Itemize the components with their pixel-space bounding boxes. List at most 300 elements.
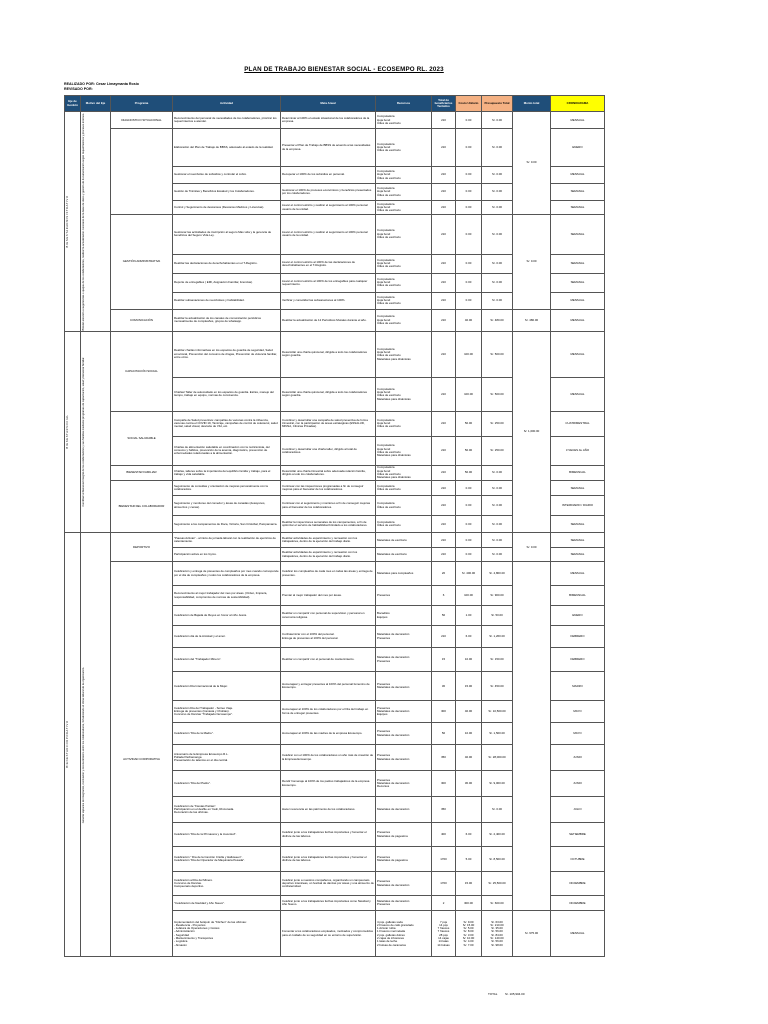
eje-cell — [65, 331, 81, 532]
beneficiarios-cell: 15 — [432, 648, 456, 672]
actividad-cell: Reconocimiento al mejor trabajador del mes por áreas. (Orden, limpieza, responsabilidad, compromiso de normas de sostenibilidad). — [173, 586, 281, 606]
work-plan-table — [64, 95, 605, 957]
motivo-cell — [81, 533, 111, 957]
col-programa: Programa — [111, 96, 173, 112]
cronograma-cell: SEMANAL — [551, 533, 605, 548]
recursos-cell: Presentes Materiales de decoración — [376, 672, 432, 701]
costo-unitario-cell: 5.00 — [456, 847, 482, 872]
cronograma-cell: SEMANAL — [551, 548, 605, 562]
costo-unitario-cell — [456, 797, 482, 823]
presupuesto-cell: S/. 1,500.00 — [482, 723, 513, 745]
cronograma-cell: MAYO — [551, 723, 605, 745]
costo-unitario-cell: 100.00 — [456, 586, 482, 606]
beneficiarios-cell: 210 — [432, 201, 456, 215]
meta-cell: Desarrollar una charla trimestral sobre adecuada relación familia, dirigido a todo los colaboradores. — [281, 465, 376, 480]
recursos-cell: Materiales de decoración — [376, 797, 432, 823]
meta-cell: Realizar la actualización de 12 Periódicos Murales durante el año. — [281, 309, 376, 331]
beneficiarios-cell: 210 — [432, 626, 456, 648]
costo-unitario-cell: 10.00 — [456, 723, 482, 745]
meta-cell: Celebrar junto a nuestros compañeros, organizando un campeonato deportivo interáreas, un festival de danzas por áreas y una almuerzo de confraternidad. — [281, 872, 376, 896]
actividad-cell: Seguimiento y monitoreo del comedor y áreas de canadas (desayunos, almuerzos y cenas). — [173, 496, 281, 516]
col-presupuesto: Presupuesto Total — [482, 96, 513, 112]
table-row — [65, 331, 605, 377]
costo-unitario-cell: 50.00 — [456, 411, 482, 436]
meta-cell: Hacer reverencia en las patrimonio de los colaboradores. — [281, 797, 376, 823]
recursos-cell: Computadora Útiles de escritorio — [376, 516, 432, 533]
eje-label: B I E N E S T A R C O R P O R A T I V O — [66, 721, 69, 769]
cronograma-cell: SEMANAL — [551, 481, 605, 496]
presupuesto-cell: S/. 0.00 — [482, 465, 513, 480]
meta-cell: Fomentar a los colaboradores empleados, motivados y comprometidos para el cuidado de su seguridad en su entorno de supervisión. — [281, 911, 376, 957]
cronograma-cell: BIMENSUAL — [551, 465, 605, 480]
costo-unitario-cell: 0.00 — [456, 215, 482, 255]
cronograma-cell: SEMANAL — [551, 184, 605, 201]
presupuesto-cell: S/. 0.00 — [482, 201, 513, 215]
col-actividad: Actividad — [173, 96, 281, 112]
costo-unitario-cell: 10.00 — [456, 648, 482, 672]
recursos-cell: Materiales de decoración Presentes — [376, 648, 432, 672]
programa-cell: CAPACITACIÓN SOCIAL — [111, 331, 173, 411]
programa-cell — [111, 129, 173, 215]
costo-unitario-cell: 100.00 — [456, 377, 482, 411]
meta-cell: Homenajear al 100% de los colaboradores por el Día del trabajo en forma de entregar presentes. — [281, 701, 376, 723]
beneficiarios-cell: 1700 — [432, 847, 456, 872]
beneficiarios-cell: 350 — [432, 745, 456, 771]
recursos-cell: Computadora Hoja bond Útiles de escritorio Materiales para dinámicas — [376, 331, 432, 377]
recursos-cell: Computadora Hoja bond Útiles de escritorio Materiales para dinámicas — [376, 436, 432, 465]
costo-unitario-cell: 0.00 — [456, 548, 482, 562]
cronograma-cell: MENSUAL — [551, 309, 605, 331]
table-row — [65, 215, 605, 255]
costo-unitario-cell: 0.00 — [456, 496, 482, 516]
beneficiarios-cell: 1700 — [432, 872, 456, 896]
col-cronograma: CRONOGRAMA — [551, 96, 605, 112]
beneficiarios-cell: 210 — [432, 516, 456, 533]
costo-unitario-cell: 6.00 — [456, 626, 482, 648]
presupuesto-cell: S/. 0.00 — [482, 167, 513, 184]
recursos-cell: Presentes Materiales de pagesima — [376, 823, 432, 847]
programa-cell: DEPORTIVO — [111, 533, 173, 562]
beneficiarios-cell: 210 — [432, 481, 456, 496]
presupuesto-cell: S/. 28,000.00 — [482, 745, 513, 771]
costo-unitario-cell: 40.00 — [456, 745, 482, 771]
actividad-cell: Celebración de Bajada de Reyes en honor al niño Jesús. — [173, 606, 281, 626]
motivo-text: Brindar atención a sugerencias o quejas de los colaboradores, realizar la actualización constante de la base de datos y gestión de documentación según requerimientos y procesos internos. — [82, 112, 85, 331]
recursos-cell: Computadora Útiles de escritorio — [376, 496, 432, 516]
presupuesto-cell: S/. 500.00 — [482, 331, 513, 377]
beneficiarios-cell: 210 — [432, 129, 456, 167]
costo-unitario-cell: 40.00 — [456, 309, 482, 331]
table-row — [65, 533, 605, 548]
beneficiarios-cell: 400 — [432, 823, 456, 847]
costo-unitario-cell: 0.00 — [456, 254, 482, 273]
cronograma-cell: FEBRERO — [551, 626, 605, 648]
meta-cell: Celebrar junto a los trabajadores fechas importantes como Navidad y Año Nuevo. — [281, 896, 376, 911]
beneficiarios-cell: 210 — [432, 112, 456, 129]
presupuesto-cell: S/. 2,400.00 — [482, 823, 513, 847]
beneficiarios-cell: 2 — [432, 896, 456, 911]
presupuesto-cell: S/. 0.00 — [482, 516, 513, 533]
cronograma-cell: JUNIO — [551, 771, 605, 797]
presupuesto-cell: S/. 0.00 — [482, 112, 513, 129]
recursos-cell: Computadora Hoja bond Útiles de escritorio — [376, 215, 432, 255]
monto-total-cell: S/. 0.00 — [513, 215, 551, 310]
presupuesto-cell: S/. 0.00 — [482, 797, 513, 823]
meta-cell: Realizar actividades de esparcimiento y recreación con los trabajadores, dentro de la ejecución del trabajo diario. — [281, 548, 376, 562]
recursos-cell: Presentes Materiales de pagesima — [376, 847, 432, 872]
monto-total-cell: S/. 0.00 — [513, 533, 551, 562]
monto-total-cell: S/. 975.00 — [513, 911, 551, 957]
beneficiarios-cell: 210 — [432, 309, 456, 331]
cronograma-cell: CUATRIMESTRAL — [551, 411, 605, 436]
presupuesto-cell: S/. 0.00 — [482, 496, 513, 516]
motivo-text: Contribuir al bienestar integral de los colaboradores y sus familias mediante programas de capacitación, salud y bienestar familiar. — [82, 357, 85, 507]
recursos-cell: Presentes Materiales de decoración — [376, 745, 432, 771]
cronograma-cell: ENERO — [551, 606, 605, 626]
beneficiarios-cell: 210 — [432, 184, 456, 201]
actividad-cell: Celebración "Día de la Madre". — [173, 723, 281, 745]
eje-cell — [65, 533, 81, 957]
meta-cell: Verificar y consolidar las subsanaciones al 100%. — [281, 292, 376, 309]
beneficiarios-cell: 210 — [432, 548, 456, 562]
cronograma-cell: MENSUAL — [551, 112, 605, 129]
realizado-por: REALIZADO POR: Cesar Limaymanta Rosio — [64, 82, 139, 86]
actividad-cell: Realizar la actualización de los canales de comunicación periódicos mensualmente de cumpleaños, grupos de whatsapp. — [173, 309, 281, 331]
meta-cell: Recuperar el 100% de los subsidios en personal. — [281, 167, 376, 184]
actividad-cell: Celebración "Día de la Primavera y la Juventud". — [173, 823, 281, 847]
meta-cell: Homenajear al 100% de las madres de la empresa Ecosempo. — [281, 723, 376, 745]
presupuesto-cell: S/. 900.00 — [482, 586, 513, 606]
cronograma-cell: MENSUAL — [551, 331, 605, 377]
meta-cell: Celebrar junto a los trabajadores fechas importantes y fomentar el disfrute de las labores. — [281, 847, 376, 872]
costo-unitario-cell: 40.00 — [456, 701, 482, 723]
recursos-cell: Materiales de decoración Presentes — [376, 626, 432, 648]
cronograma-cell: FEBRERO — [551, 648, 605, 672]
actividad-cell: Celebración y entrega de presentes de cumpleaños por mes cuando corresponde por el día de cumpleaños y todos los colaboradores de la empresa. — [173, 562, 281, 586]
meta-cell: Llevar el control estricto al 100% de las declaraciones de derechohabientes en el T-Registro. — [281, 254, 376, 273]
actividad-cell: Charlas, talleres sobre la importancia del equilibrio familia y trabajo, para el trabajo y vida saludable. — [173, 465, 281, 480]
recursos-cell: Computadora Hoja bond Útiles de escritorio — [376, 411, 432, 436]
motivo-cell — [81, 331, 111, 532]
recursos-cell: Bocaditos Equipos — [376, 606, 432, 626]
presupuesto-cell: S/. 4,800.00 — [482, 562, 513, 586]
actividad-cell: "Pausas Activas" - al inicio de jornada laboral con la realización de ejercicios de calentamiento. — [173, 533, 281, 548]
recursos-cell: Presentes — [376, 586, 432, 606]
cronograma-cell: JULIO — [551, 797, 605, 823]
programa-cell: ACTIVIDAD CORPORATIVA — [111, 562, 173, 957]
cronograma-cell: OCTUBRE — [551, 847, 605, 872]
col-motivo: Motivo del Eje — [81, 96, 111, 112]
beneficiarios-cell: 50 — [432, 606, 456, 626]
meta-cell: Rendir homenaje al 100% de los padres trabajadores de la empresa Ecosempo. — [281, 771, 376, 797]
recursos-cell: Computadora Hoja bond Útiles de escritorio — [376, 309, 432, 331]
cronograma-cell: BIMENSUAL — [551, 586, 605, 606]
beneficiarios-cell: 210 — [432, 436, 456, 465]
costo-unitario-cell: 15.00 — [456, 872, 482, 896]
recursos-cell: Computadora Hoja bond Útiles de escritorio — [376, 292, 432, 309]
actividad-cell: Realizar las declaraciones de derechohabientes en el T-Registro. — [173, 254, 281, 273]
col-beneficiarios: Total de beneficiarios Tentativo — [432, 96, 456, 112]
table-row — [65, 309, 605, 331]
beneficiarios-cell: 20 — [432, 562, 456, 586]
col-meta: Meta Anual — [281, 96, 376, 112]
beneficiarios-cell: 210 — [432, 411, 456, 436]
costo-unitario-cell: 0.00 — [456, 533, 482, 548]
costo-unitario-cell: 50.00 — [456, 436, 482, 465]
programa-cell: BIENESTAR FAMILIAR — [111, 465, 173, 480]
actividad-cell: Participación activa en los Gyms. — [173, 548, 281, 562]
presupuesto-cell: S/. 0.00 — [482, 129, 513, 167]
beneficiarios-cell: 7 pqs 14 pqs 7 frascos 7 frascos 28 pqs 14 cajas 14 latas 14 bolsas — [432, 911, 456, 957]
monto-total-cell: S/. 480.00 — [513, 309, 551, 331]
cronograma-cell: DICIEMBRE — [551, 896, 605, 911]
presupuesto-cell: S/. 450.00 — [482, 672, 513, 701]
meta-cell: Gestionar el 100% de procesos económicos y beneficios presentados por los colaboradores. — [281, 184, 376, 201]
recursos-cell: Computadora Útiles de escritorio — [376, 481, 432, 496]
meta-cell: Desarrollar una charla quincenal, dirigida a todo los colaboradores según guardia. — [281, 377, 376, 411]
actividad-cell: Celebración " Día de la Canción Criolla y Halloween". Celebración "Día del Operador de Maquinaria Pesada". — [173, 847, 281, 872]
costo-unitario-cell: 0.00 — [456, 112, 482, 129]
meta-cell: Presentar el Plan de Trabajo de BBSS de acuerdo a las necesidades de la empresa. — [281, 129, 376, 167]
monto-total-cell — [513, 562, 551, 911]
total-label: TOTAL — [488, 992, 498, 996]
beneficiarios-cell: 210 — [432, 496, 456, 516]
presupuesto-cell: S/. 480.00 — [482, 309, 513, 331]
actividad-cell: Reconocimiento del personal de necesidades de los colaboradores, priorizar los requerimientos a atender. — [173, 112, 281, 129]
table-row — [65, 562, 605, 586]
cronograma-cell: MENSUAL — [551, 562, 605, 586]
recursos-cell: Materiales para cumpleaños — [376, 562, 432, 586]
presupuesto-cell: S/. 500.00 — [482, 377, 513, 411]
presupuesto-cell: S/. 50.00 — [482, 606, 513, 626]
actividad-cell: Celebración del "Trabajador Minero". — [173, 648, 281, 672]
actividad-cell: Aniversario de la Empresa Ecosempo R.L. Pollada Pachamanga Presentación de talentos en el día central. — [173, 745, 281, 771]
presupuesto-cell: S/. 600.00 — [482, 896, 513, 911]
costo-unitario-cell: 0.00 — [456, 292, 482, 309]
beneficiarios-cell: 210 — [432, 215, 456, 255]
monto-total-cell: S/. 0.00 — [513, 112, 551, 215]
actividad-cell: Celebración día de la Amistad y el amor. — [173, 626, 281, 648]
eje-cell — [65, 112, 81, 332]
beneficiarios-cell: 210 — [432, 465, 456, 480]
cronograma-cell: ENERO — [551, 129, 605, 167]
presupuesto-cell: S/. 0.00 — [482, 273, 513, 292]
costo-unitario-cell: 15.00 — [456, 672, 482, 701]
meta-cell: Llevar el control estricto y realizar el seguimiento al 100% personal usuario de la unidad. — [281, 215, 376, 255]
programa-cell: DIAGNOSTICO SITUACIONAL — [111, 112, 173, 129]
actividad-cell: Elaboración del Plan de Trabajo de BBSS, adecuado al estado de la realidad. — [173, 129, 281, 167]
actividad-cell: Gestionar el reembolso de subsidios y controlar el cobro. — [173, 167, 281, 184]
actividad-cell: Seguimiento a los campamentos de Roca, Victoria, San Cristóbal, Pampamarca. — [173, 516, 281, 533]
actividad-cell: Seguimiento de consultas y orientación de mejoras personalmente con la colaboradora. — [173, 481, 281, 496]
actividad-cell: Reporte de entregables ( EMI, Asignación Familiar, licencias). — [173, 273, 281, 292]
actividad-cell: Realizar subsanaciones de reembolsos y habitabilidad. — [173, 292, 281, 309]
cronograma-cell: MENSUAL — [551, 911, 605, 957]
beneficiarios-cell: 6 — [432, 586, 456, 606]
table-row — [65, 112, 605, 129]
cronograma-cell: SEMANAL — [551, 215, 605, 255]
presupuesto-cell: S/. 0.00 — [482, 215, 513, 255]
presupuesto-cell: S/. 250.00 — [482, 411, 513, 436]
beneficiarios-cell: 210 — [432, 254, 456, 273]
total-value: S/. 105,904.00 — [505, 992, 525, 996]
recursos-cell: Presentes Materiales de decoración — [376, 872, 432, 896]
presupuesto-cell: S/. 0.00 — [482, 184, 513, 201]
presupuesto-cell: S/. 63.00 S/. 210.00 S/. 35.00 S/. 56.00 S/. 84.00 S/. 140.00 S/. 56.00 S/. 98.00 — [482, 911, 513, 957]
actividad-cell: Celebración al Día del Minero. Concurso de Danzas. Campeonato deportivo. — [173, 872, 281, 896]
cronograma-cell: MAYO — [551, 701, 605, 723]
costo-unitario-cell: 0.00 — [456, 273, 482, 292]
eje-label: B I E N E S T A R A D M I N I S T R A T I V O — [66, 195, 69, 248]
meta-cell: Llevar el control estricto y realizar el seguimiento al 100% personal usuario de la unidad. — [281, 201, 376, 215]
cronograma-cell: DICIEMBRE — [551, 872, 605, 896]
cronograma-cell: SEMANAL — [551, 201, 605, 215]
costo-unitario-cell: S/. 400.00 — [456, 562, 482, 586]
beneficiarios-cell: 210 — [432, 292, 456, 309]
motivo-cell — [81, 112, 111, 332]
recursos-cell: Computadora Hoja bond Útiles de escritorio — [376, 201, 432, 215]
meta-cell: Realizar un compartir con el personal de mantenimiento. — [281, 648, 376, 672]
beneficiarios-cell: 30 — [432, 672, 456, 701]
actividad-cell: Celebración "Día del Padre". — [173, 771, 281, 797]
programa-cell: COMUNICACIÓN — [111, 309, 173, 331]
beneficiarios-cell: 210 — [432, 273, 456, 292]
costo-unitario-cell: S/. 9.00 S/. 15.00 S/. 5.00 S/. 8.00 S/. 3.00 S/. 10.00 S/. 4.00 S/. 7.00 — [456, 911, 482, 957]
presupuesto-cell: S/. 25,500.00 — [482, 872, 513, 896]
meta-cell: Desarrollar una charla quincenal, dirigida a todo los colaboradores según guardia. — [281, 331, 376, 377]
presupuesto-cell: S/. 0.00 — [482, 533, 513, 548]
beneficiarios-cell: 210 — [432, 167, 456, 184]
motivo-text: Generar espacios de integración, motivación y reconocimiento entre los colaboradores, fortaleciendo el clima laboral de la organización. — [82, 666, 85, 823]
recursos-cell: Presentes Materiales de decoración Equipos — [376, 701, 432, 723]
actividad-cell: Celebración Día Internacional de la Mujer. — [173, 672, 281, 701]
costo-unitario-cell: 1.00 — [456, 606, 482, 626]
beneficiarios-cell: 210 — [432, 331, 456, 377]
recursos-cell: Materiales de escritorio — [376, 548, 432, 562]
beneficiarios-cell: 300 — [432, 771, 456, 797]
costo-unitario-cell: 0.00 — [456, 167, 482, 184]
costo-unitario-cell: 0.00 — [456, 481, 482, 496]
meta-cell: Premiar al mejor trabajador del mes por áreas. — [281, 586, 376, 606]
presupuesto-cell: S/. 0.00 — [482, 292, 513, 309]
recursos-cell: Computadora Hoja bond Útiles de escritorio Materiales para dinámicas — [376, 377, 432, 411]
beneficiarios-cell: 210 — [432, 533, 456, 548]
costo-unitario-cell: 6.00 — [456, 823, 482, 847]
table-header-row — [65, 96, 605, 112]
cronograma-cell: SEMANAL — [551, 273, 605, 292]
revisado-por: REVISADO POR: — [64, 87, 93, 91]
costo-unitario-cell: 0.00 — [456, 201, 482, 215]
actividad-cell: Control y Seguimiento de descansos (Descanso Médicos y Licencias). — [173, 201, 281, 215]
col-recursos: Recursos — [376, 96, 432, 112]
actividad-cell: Implementación del botiquín de "Kitchen" de las oficinas: - Residencia - Proyectos - Jefatura de Operaciones y Costos - Administración - Seguridad - Mantenimiento y Transportes - Logística - Almacén — [173, 911, 281, 957]
meta-cell: Continuar con el seguimiento y monitoreo a fin de conseguir mejoras para el bienestar de los colaboradores. — [281, 496, 376, 516]
presupuesto-cell: S/. 1,260.00 — [482, 626, 513, 648]
recursos-cell: Computadora Hoja bond Útiles de escritorio Materiales para dinámicas — [376, 465, 432, 480]
recursos-cell: 4 pqs. galletas soda 2 Frascos de café granulado 1 Azúcar rubia 1 Frascos mermelada 2 pqs. galletas dulces 2 cajas de infusiones 1 latas de leche 2 bolsas de caramelos — [376, 911, 432, 957]
recursos-cell: Materiales de escritorio — [376, 533, 432, 548]
programa-cell: BIENESTAR DEL COLABORADOR — [111, 481, 173, 533]
eje-label: B I E N E S T A R S O C I A L — [66, 415, 69, 449]
costo-unitario-cell: 0.00 — [456, 516, 482, 533]
meta-cell: Continuar con las inspecciones programadas a fin de conseguir mejoras para el bienestar de los colaboradores. — [281, 481, 376, 496]
programa-cell: SOCIAL SALUDABLE — [111, 411, 173, 465]
recursos-cell: Computadora Hoja bond Útiles de escritorio — [376, 112, 432, 129]
monto-total-cell: S/. 1,000.00 — [513, 331, 551, 532]
presupuesto-cell: S/. 9,000.00 — [482, 771, 513, 797]
meta-cell: Confraternizar con el 100% del personal. Entrega de presentes al 100% del personal. — [281, 626, 376, 648]
actividad-cell: "Celebración de Navidad y Año Nuevo". — [173, 896, 281, 911]
cronograma-cell: 3 VECES AL AÑO — [551, 436, 605, 465]
costo-unitario-cell: 50.00 — [456, 465, 482, 480]
costo-unitario-cell: 300.00 — [456, 896, 482, 911]
cronograma-cell: MENSUAL — [551, 377, 605, 411]
presupuesto-cell: S/. 10,500.00 — [482, 701, 513, 723]
meta-cell: Homenajear y entregar presentes al 100% del personal femenino de Ecosempo. — [281, 672, 376, 701]
cronograma-cell: MENSUAL — [551, 167, 605, 184]
meta-cell: Celebrar los cumpleaños de cada mes en todas las áreas y entrega de presentes. — [281, 562, 376, 586]
recursos-cell: Materiales de decoración Presentes — [376, 896, 432, 911]
meta-cell: Realizar un compartir con personal de supervision y personal en ceremonia religiosa. — [281, 606, 376, 626]
beneficiarios-cell: 300 — [432, 701, 456, 723]
presupuesto-cell: S/. 250.00 — [482, 436, 513, 465]
cronograma-cell: MENSUAL — [551, 292, 605, 309]
presupuesto-cell: S/. 8,500.00 — [482, 847, 513, 872]
cronograma-cell: SETIEMBRE — [551, 823, 605, 847]
meta-cell: Celebrar con el 100% de los colaboradores un año más de creación de la Empresa Ecosempo. — [281, 745, 376, 771]
costo-unitario-cell: 30.00 — [456, 771, 482, 797]
recursos-cell: Computadora Hoja bond Útiles de escritorio — [376, 273, 432, 292]
costo-unitario-cell: 0.00 — [456, 129, 482, 167]
meta-cell: Llevar el control estricto al 100% de los entregables para cualquier requerimiento. — [281, 273, 376, 292]
beneficiarios-cell: 50 — [432, 723, 456, 745]
meta-cell: Realizar la inspecciones semanales de los campamentos, a fin de optimizar el servicio de habitabilidad brindado a los colaboradores. — [281, 516, 376, 533]
presupuesto-cell: S/. 0.00 — [482, 254, 513, 273]
col-eje: Eje de Gestión — [65, 96, 81, 112]
presupuesto-cell: S/. 150.00 — [482, 648, 513, 672]
presupuesto-cell: S/. 0.00 — [482, 481, 513, 496]
cronograma-cell: JUNIO — [551, 745, 605, 771]
programa-cell: GESTIÓN ADMINISTRATIVA — [111, 215, 173, 310]
meta-cell: Coordinar y desarrollar una charla taller, dirigido al total de colaboradores. — [281, 436, 376, 465]
actividad-cell: Gestión de Trámites y Beneficios Essalud y los Colaboradores. — [173, 184, 281, 201]
col-monto-total: Monto total — [513, 96, 551, 112]
actividad-cell: Realizar charlas informativas en los espacios de guardia de seguridad, Salud emocional, Prevención del consumo de drogas, Prevención de violencia familiar, entre otros. — [173, 331, 281, 377]
actividad-cell: Celebración Día del Trabajador - Sorteo Viaje. Entrega de presentes (Canasta y Cholitas). Concurso de Danzas "Trabajador Ecosempo". — [173, 701, 281, 723]
meta-cell: Celebrar junto a los trabajadores fechas importantes y fomentar el disfrute de las labores. — [281, 823, 376, 847]
recursos-cell: Computadora Hoja bond Útiles de escritorio — [376, 254, 432, 273]
col-costo-unitario: Costo Unitario — [456, 96, 482, 112]
beneficiarios-cell: 350 — [432, 797, 456, 823]
meta-cell: Realizar actividades de esparcimiento y recreación con los trabajadores, dentro de la ejecución del trabajo diario. — [281, 533, 376, 548]
actividad-cell: Celebración de "Fiestas Patrias". Participación en el desfile en Yauli, Rinconada. Decoración de las oficinas. — [173, 797, 281, 823]
cronograma-cell: SEMANAL — [551, 254, 605, 273]
meta-cell: Determinar al 100% el estado situacional de los colaboradores de la empresa. — [281, 112, 376, 129]
recursos-cell: Presentes Materiales de decoración — [376, 723, 432, 745]
costo-unitario-cell: 0.00 — [456, 184, 482, 201]
actividad-cell: Charlas/ Taller de autocuidado en los espacios de guardia. Estrés, manejo del tiempo, trabajo en equipo, normas de convivencia. — [173, 377, 281, 411]
recursos-cell: Computadora Hoja bond Útiles de escritorio — [376, 129, 432, 167]
recursos-cell: Computadora Hoja bond Útiles de escritorio — [376, 167, 432, 184]
recursos-cell: Computadora Hoja bond Útiles de escritorio — [376, 184, 432, 201]
beneficiarios-cell: 210 — [432, 377, 456, 411]
presupuesto-cell: S/. 0.00 — [482, 548, 513, 562]
recursos-cell: Presentes Materiales de decoración Recursos — [376, 771, 432, 797]
actividad-cell: Campaña de Salud preventiva: campañas de vacunas contra la influenza, vacunas contra el COVID 19, Tamizaje, campañas de control de colesterol, salud mental, salud visual, descarte de VIH, etc. — [173, 411, 281, 436]
costo-unitario-cell: 100.00 — [456, 331, 482, 377]
page-title: PLAN DE TRABAJO BIENESTAR SOCIAL - ECOSEMPO RL. 2023 — [244, 66, 444, 73]
cronograma-cell: SEMANAL — [551, 516, 605, 533]
